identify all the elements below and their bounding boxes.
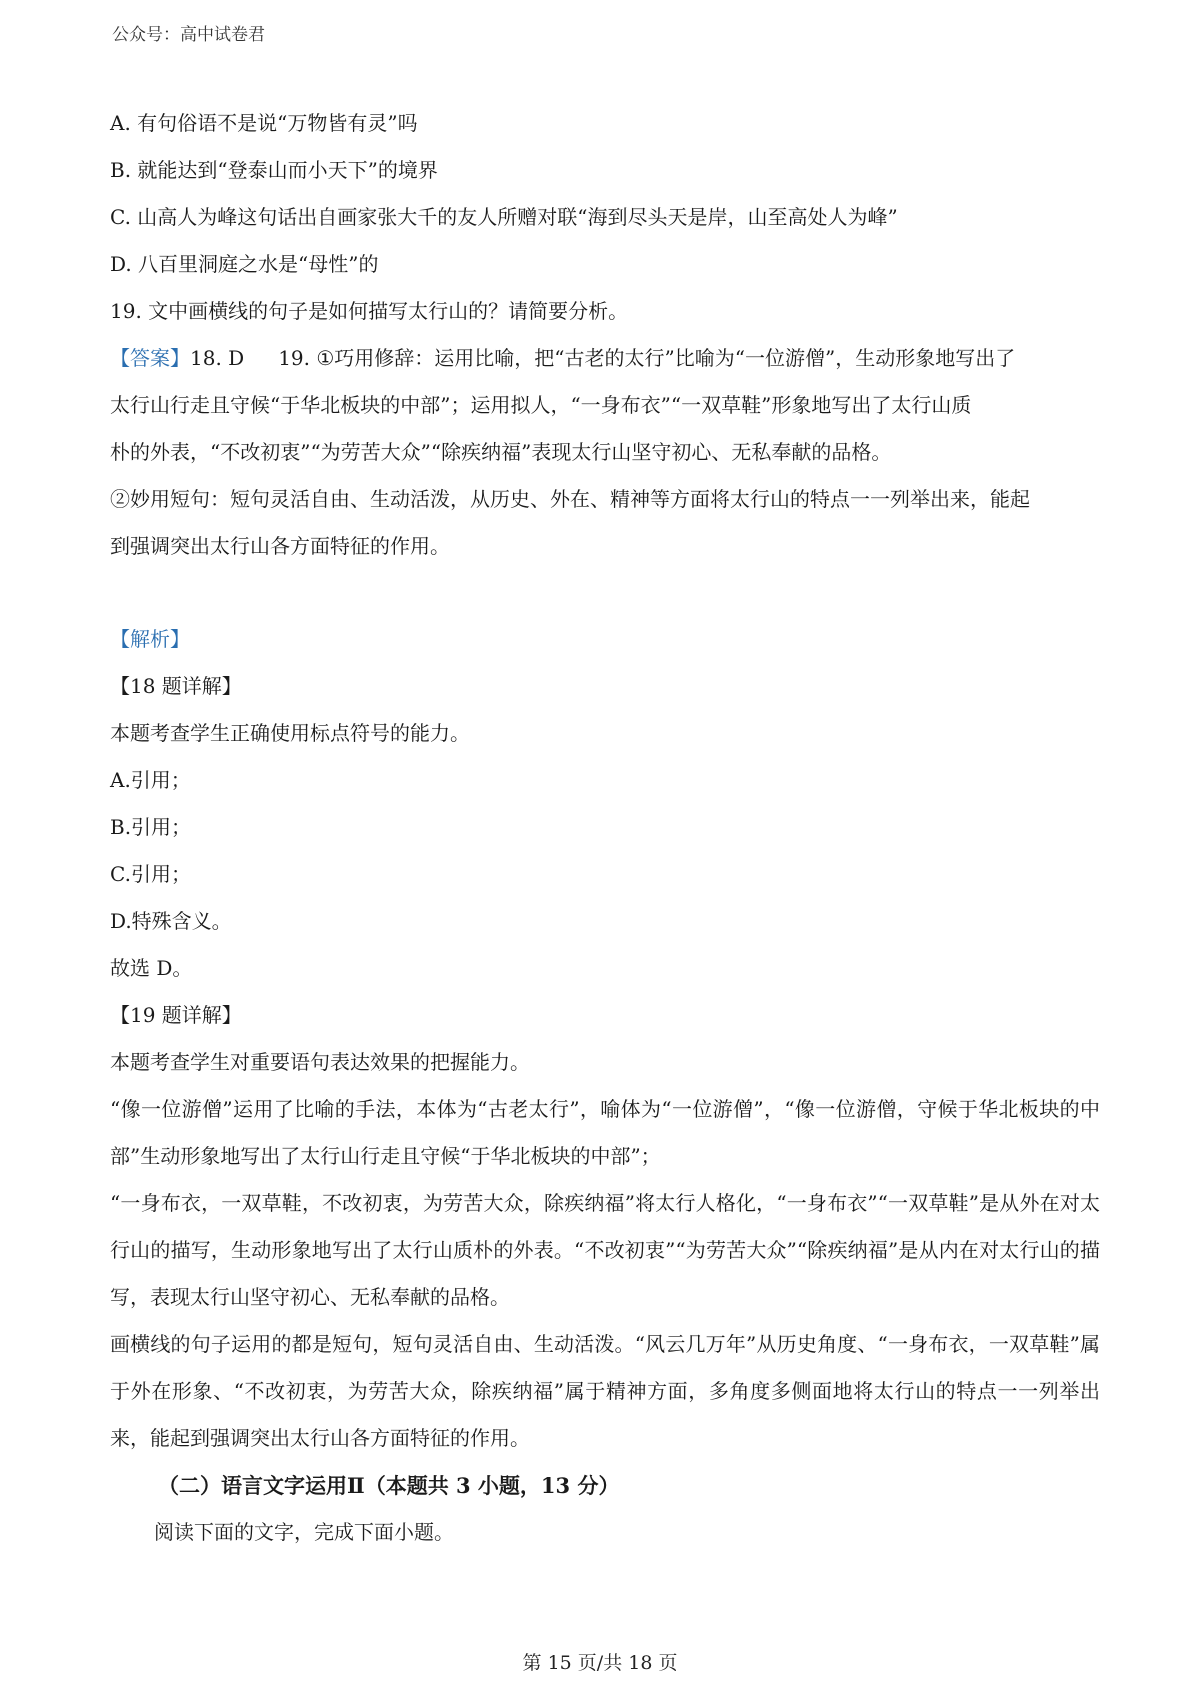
answer-line: 太行山行走且守候“于华北板块的中部”；运用拟人，“一身布衣”“一双草鞋”形象地写出了太行山质 [110, 393, 972, 417]
q18-item-b: B.引用； [110, 815, 192, 839]
document-body [110, 100, 1100, 1556]
option-a: A. 有句俗语不是说“万物皆有灵”吗 [110, 111, 418, 135]
q18-heading: 【18 题详解】 [110, 674, 242, 698]
q19-paragraph-short-sentences: 画横线的句子运用的都是短句，短句灵活自由、生动活泼。“风云几万年”从历史角度、“一身布衣，一双草鞋”属于外在形象、“不改初衷，为劳苦大众，除疾纳福”属于精神方面，多角度多侧面地将太行山的特点一一列举出来，能起到强调突出太行山各方面特征的作用。 [110, 1332, 1100, 1450]
q19-intro: 本题考查学生对重要语句表达效果的把握能力。 [110, 1050, 530, 1074]
q18-item-c: C.引用； [110, 862, 191, 886]
option-b: B. 就能达到“登泰山而小天下”的境界 [110, 158, 438, 182]
q19-paragraph-metaphor: “像一位游僧”运用了比喻的手法，本体为“古老太行”，喻体为“一位游僧”，“像一位游僧，守候于华北板块的中部”生动形象地写出了太行山行走且守候“于华北板块的中部”； [110, 1097, 1100, 1168]
q18-conclusion: 故选 D。 [110, 956, 193, 980]
q18-item-a: A.引用； [110, 768, 191, 792]
option-d: D. 八百里洞庭之水是“母性”的 [110, 252, 379, 276]
answer-tag: 【答案】 [110, 346, 190, 370]
q18-intro: 本题考查学生正确使用标点符号的能力。 [110, 721, 470, 745]
answer-line: 朴的外表，“不改初衷”“为劳苦大众”“除疾纳福”表现太行山坚守初心、无私奉献的品格。 [110, 440, 892, 464]
analysis-tag: 【解析】 [110, 627, 190, 651]
answer-line: 到强调突出太行山各方面特征的作用。 [110, 534, 450, 558]
answer-q18: 18. D [190, 346, 245, 370]
section-2-title: （二）语言文字运用Ⅱ（本题共 3 小题，13 分） [158, 1473, 620, 1498]
q19-paragraph-personification: “一身布衣，一双草鞋，不改初衷，为劳苦大众，除疾纳福”将太行人格化，“一身布衣”“一双草鞋”是从外在对太行山的描写，生动形象地写出了太行山质朴的外表。“不改初衷”“为劳苦大众”“除疾纳福”是从内在对太行山的描写，表现太行山坚守初心、无私奉献的品格。 [110, 1191, 1100, 1309]
answer-q19-lead: 19. ①巧用修辞：运用比喻，把“古老的太行”比喻为“一位游僧”，生动形象地写出了 [278, 346, 1016, 370]
option-c: C. 山高人为峰这句话出自画家张大千的友人所赠对联“海到尽头天是岸，山至高处人为峰” [110, 205, 898, 229]
section-2-instruction: 阅读下面的文字，完成下面小题。 [154, 1520, 454, 1544]
q18-item-d: D.特殊含义。 [110, 909, 232, 933]
page-footer: 第 15 页/共 18 页 [522, 1652, 678, 1674]
header-note: 公众号：高中试卷君 [112, 25, 265, 45]
q19-heading: 【19 题详解】 [110, 1003, 242, 1027]
answer-first-line [110, 335, 1100, 382]
question-19: 19. 文中画横线的句子是如何描写太行山的？请简要分析。 [110, 299, 629, 323]
answer-line: ②妙用短句：短句灵活自由、生动活泼，从历史、外在、精神等方面将太行山的特点一一列举出来，能起 [110, 487, 1030, 511]
